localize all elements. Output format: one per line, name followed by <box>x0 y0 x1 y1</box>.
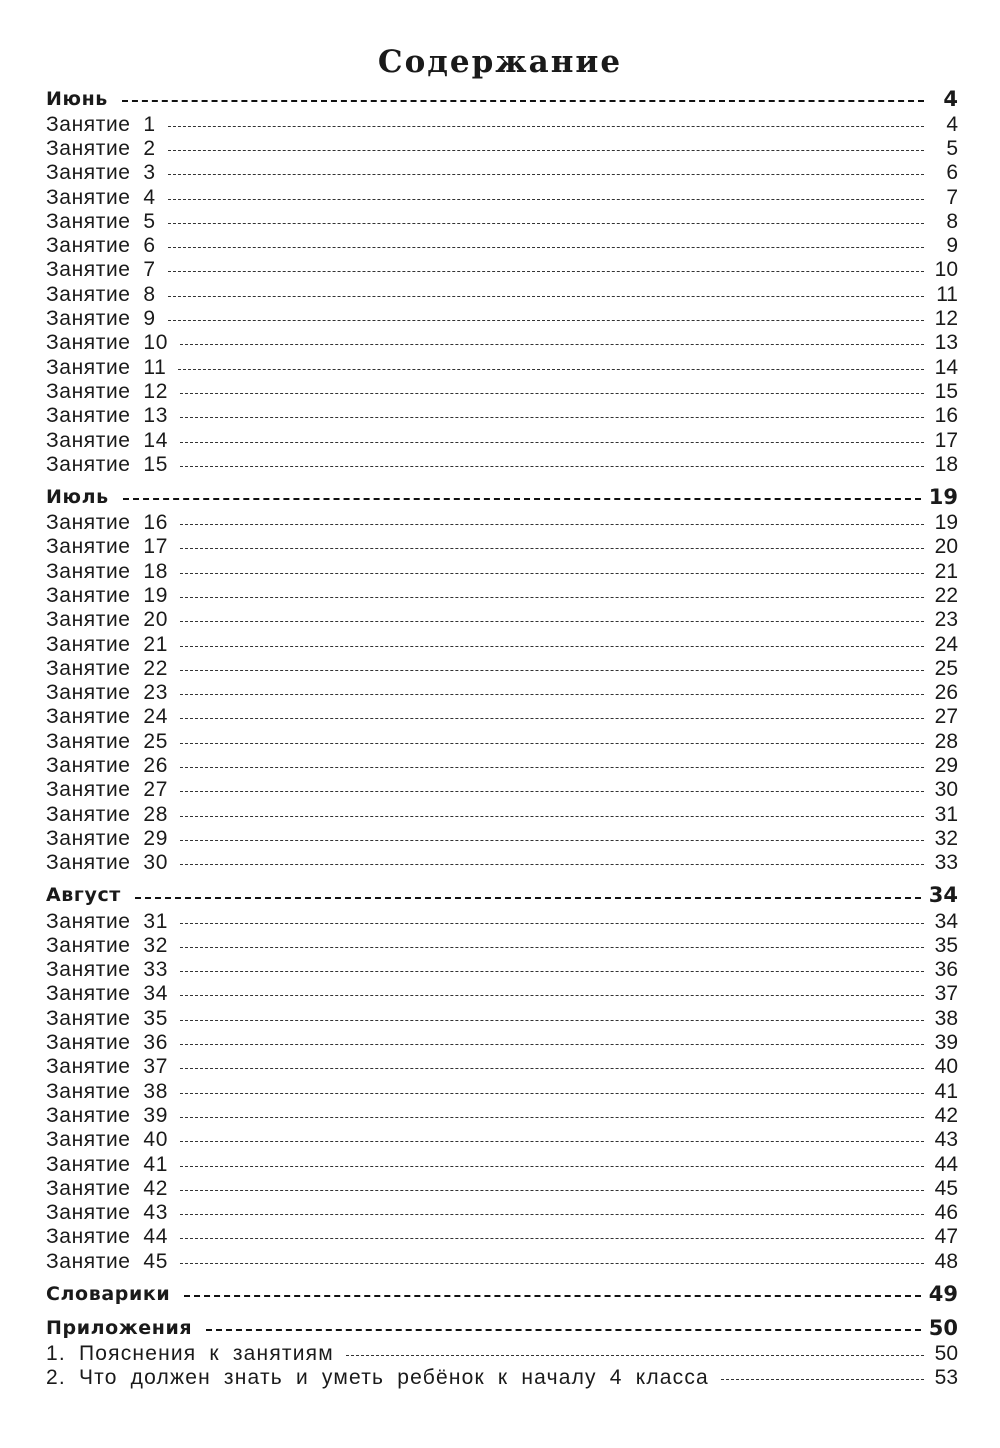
entry-title: Занятие 20 <box>46 608 168 632</box>
entry-title: Занятие 26 <box>46 754 168 778</box>
entry-title: Занятие 34 <box>46 982 168 1006</box>
toc-entry[interactable] <box>46 510 958 534</box>
toc-entry[interactable] <box>46 958 958 982</box>
toc-entry[interactable] <box>46 681 958 705</box>
dotted-leader <box>122 100 924 102</box>
entry-page-number: 20 <box>934 535 958 559</box>
dotted-leader <box>180 923 924 924</box>
dotted-leader <box>180 743 924 744</box>
dotted-leader <box>180 1020 924 1021</box>
dotted-leader <box>180 971 924 972</box>
toc-entry[interactable] <box>46 559 958 583</box>
entry-title: Занятие 12 <box>46 379 168 403</box>
entry-page-number: 34 <box>934 909 958 933</box>
entry-page-number: 44 <box>934 1152 958 1176</box>
entry-page-number: 5 <box>946 136 958 160</box>
dotted-leader <box>168 126 924 127</box>
dotted-leader <box>180 1166 924 1167</box>
toc-entry[interactable] <box>46 1200 958 1224</box>
toc-entry[interactable] <box>46 802 958 826</box>
entry-page-number: 45 <box>934 1176 958 1200</box>
section-page-number: 34 <box>928 883 958 908</box>
entry-title: Занятие 45 <box>46 1249 168 1273</box>
entry-title: Занятие 11 <box>46 355 167 379</box>
section-page-number: 19 <box>928 484 958 509</box>
entry-title: Занятие 22 <box>46 656 168 680</box>
entry-title: Занятие 41 <box>46 1152 168 1176</box>
dotted-leader <box>180 1093 924 1094</box>
dotted-leader <box>168 320 924 321</box>
entry-title: Занятие 10 <box>46 331 168 355</box>
toc-entry[interactable] <box>46 826 958 850</box>
toc-entry[interactable] <box>46 112 958 136</box>
toc-entry[interactable] <box>46 379 958 403</box>
dotted-leader <box>168 150 924 151</box>
dotted-leader <box>180 524 924 525</box>
entry-title: Занятие 32 <box>46 933 168 957</box>
dotted-leader <box>180 767 924 768</box>
entry-title: 2. Что должен знать и уметь ребёнок к началу 4 класса <box>46 1366 709 1390</box>
section-title: Приложения <box>46 1316 193 1339</box>
entry-page-number: 35 <box>934 933 958 957</box>
dotted-leader <box>346 1355 924 1356</box>
toc-entry[interactable] <box>46 1079 958 1103</box>
table-of-contents <box>46 86 958 1390</box>
dotted-leader <box>180 646 924 647</box>
entry-title: Занятие 33 <box>46 958 168 982</box>
dotted-leader <box>180 1238 924 1239</box>
toc-entry[interactable] <box>46 933 958 957</box>
toc-entry[interactable] <box>46 608 958 632</box>
entry-title: Занятие 3 <box>46 161 156 185</box>
toc-entry[interactable] <box>46 778 958 802</box>
section-page-number: 4 <box>943 86 958 111</box>
entry-page-number: 15 <box>934 379 958 403</box>
entry-page-number: 22 <box>934 583 958 607</box>
entry-page-number: 11 <box>936 282 958 306</box>
entry-page-number: 24 <box>934 632 958 656</box>
entry-page-number: 40 <box>934 1055 958 1079</box>
entry-title: Занятие 9 <box>46 307 156 331</box>
entry-title: Занятие 27 <box>46 778 168 802</box>
toc-entry[interactable] <box>46 1152 958 1176</box>
entry-title: Занятие 15 <box>46 452 168 476</box>
dotted-leader <box>123 498 921 500</box>
dotted-leader <box>206 1329 921 1331</box>
toc-entry[interactable] <box>46 306 958 330</box>
entry-page-number: 9 <box>946 234 958 258</box>
dotted-leader <box>135 897 921 899</box>
toc-entry[interactable] <box>46 656 958 680</box>
dotted-leader <box>180 573 924 574</box>
toc-entry[interactable] <box>46 209 958 233</box>
toc-entry[interactable] <box>46 428 958 452</box>
dotted-leader <box>180 442 924 443</box>
dotted-leader <box>180 1141 924 1142</box>
entry-title: Занятие 38 <box>46 1079 168 1103</box>
entry-page-number: 10 <box>934 258 958 282</box>
entry-title: Занятие 18 <box>46 559 168 583</box>
entry-title: 1. Пояснения к занятиям <box>46 1342 334 1365</box>
entry-page-number: 47 <box>934 1225 958 1249</box>
toc-entry[interactable] <box>46 1128 958 1152</box>
toc-entry[interactable] <box>46 851 958 875</box>
entry-title: Занятие 4 <box>46 185 156 209</box>
toc-entry[interactable] <box>46 161 958 185</box>
toc-entry[interactable] <box>46 535 958 559</box>
entry-title: Занятие 29 <box>46 826 168 850</box>
toc-entry[interactable] <box>46 452 958 476</box>
entry-page-number: 39 <box>934 1031 958 1055</box>
entry-title: Занятие 42 <box>46 1176 168 1200</box>
toc-section-heading[interactable] <box>46 86 958 112</box>
entry-page-number: 36 <box>934 958 958 982</box>
dotted-leader <box>184 1295 920 1297</box>
entry-page-number: 30 <box>934 778 958 802</box>
dotted-leader <box>180 816 924 817</box>
entry-title: Занятие 44 <box>46 1225 168 1249</box>
entry-page-number: 42 <box>934 1103 958 1127</box>
entry-title: Занятие 25 <box>46 729 168 753</box>
section-page-number: 49 <box>928 1281 958 1306</box>
entry-page-number: 37 <box>934 982 958 1006</box>
entry-page-number: 23 <box>934 608 958 632</box>
entry-title: Занятие 1 <box>46 112 156 136</box>
section-title: Словарики <box>46 1282 171 1305</box>
entry-page-number: 4 <box>946 112 958 136</box>
dotted-leader <box>180 1117 924 1118</box>
toc-entry[interactable] <box>46 233 958 257</box>
entry-page-number: 19 <box>934 511 958 535</box>
entry-page-number: 21 <box>934 559 958 583</box>
entry-title: Занятие 21 <box>46 632 168 656</box>
dotted-leader <box>168 247 924 248</box>
entry-title: Занятие 24 <box>46 705 168 729</box>
dotted-leader <box>180 947 924 948</box>
dotted-leader <box>168 271 924 272</box>
dotted-leader <box>721 1379 924 1380</box>
entry-title: Занятие 31 <box>46 909 168 933</box>
entry-title: Занятие 14 <box>46 428 168 452</box>
entry-page-number: 31 <box>934 802 958 826</box>
entry-page-number: 33 <box>934 851 958 875</box>
dotted-leader <box>180 344 924 345</box>
section-title: Июнь <box>46 87 108 110</box>
dotted-leader <box>180 393 924 394</box>
toc-entry[interactable] <box>46 705 958 729</box>
dotted-leader <box>168 296 924 297</box>
entry-title: Занятие 19 <box>46 583 168 607</box>
entry-page-number: 46 <box>934 1201 958 1225</box>
entry-title: Занятие 17 <box>46 535 168 559</box>
entry-page-number: 29 <box>934 754 958 778</box>
dotted-leader <box>178 369 924 370</box>
toc-entry[interactable] <box>46 909 958 933</box>
toc-entry[interactable] <box>46 1030 958 1054</box>
section-title: Август <box>46 884 121 907</box>
dotted-leader <box>180 548 924 549</box>
dotted-leader <box>180 840 924 841</box>
entry-title: Занятие 28 <box>46 802 168 826</box>
toc-entry[interactable] <box>46 136 958 160</box>
entry-title: Занятие 7 <box>46 258 156 282</box>
dotted-leader <box>180 1263 924 1264</box>
toc-entry[interactable] <box>46 355 958 379</box>
entry-title: Занятие 6 <box>46 234 156 258</box>
toc-entry[interactable] <box>46 632 958 656</box>
toc-entry[interactable] <box>46 1055 958 1079</box>
toc-entry[interactable] <box>46 404 958 428</box>
section-title: Июль <box>46 485 109 508</box>
entry-title: Занятие 39 <box>46 1103 168 1127</box>
entry-title: Занятие 30 <box>46 851 168 875</box>
toc-entry[interactable] <box>46 1341 958 1365</box>
entry-page-number: 18 <box>934 452 958 476</box>
dotted-leader <box>180 1190 924 1191</box>
dotted-leader <box>180 864 924 865</box>
toc-section-heading[interactable] <box>46 883 958 909</box>
page-title: Содержание <box>377 44 623 80</box>
entry-page-number: 17 <box>934 428 958 452</box>
dotted-leader <box>180 791 924 792</box>
entry-page-number: 38 <box>934 1006 958 1030</box>
toc-entry[interactable] <box>46 1103 958 1127</box>
toc-entry[interactable] <box>46 1176 958 1200</box>
entry-page-number: 8 <box>946 209 958 233</box>
entry-title: Занятие 40 <box>46 1128 168 1152</box>
entry-page-number: 26 <box>934 681 958 705</box>
toc-entry[interactable] <box>46 1006 958 1030</box>
entry-title: Занятие 36 <box>46 1031 168 1055</box>
entry-page-number: 6 <box>946 161 958 185</box>
toc-entry[interactable] <box>46 185 958 209</box>
dotted-leader <box>180 694 924 695</box>
entry-page-number: 16 <box>934 404 958 428</box>
entry-page-number: 25 <box>934 656 958 680</box>
entry-page-number: 41 <box>934 1079 958 1103</box>
toc-entry[interactable] <box>46 282 958 306</box>
dotted-leader <box>168 174 924 175</box>
dotted-leader <box>168 199 924 200</box>
entry-page-number: 12 <box>934 307 958 331</box>
dotted-leader <box>180 466 924 467</box>
toc-entry[interactable] <box>46 1366 958 1390</box>
toc-entry[interactable] <box>46 982 958 1006</box>
entry-title: Занятие 13 <box>46 404 168 428</box>
dotted-leader <box>180 417 924 418</box>
toc-entry[interactable] <box>46 583 958 607</box>
dotted-leader <box>168 223 924 224</box>
toc-section-heading[interactable] <box>46 1315 958 1341</box>
entry-title: Занятие 5 <box>46 209 156 233</box>
toc-entry[interactable] <box>46 1249 958 1273</box>
dotted-leader <box>180 995 924 996</box>
dotted-leader <box>180 597 924 598</box>
toc-section-heading[interactable] <box>46 484 958 510</box>
dotted-leader <box>180 1214 924 1215</box>
entry-page-number: 13 <box>934 331 958 355</box>
entry-page-number: 7 <box>946 185 958 209</box>
entry-page-number: 53 <box>934 1366 958 1390</box>
toc-section-heading[interactable] <box>46 1281 958 1307</box>
toc-entry[interactable] <box>46 258 958 282</box>
toc-entry[interactable] <box>46 753 958 777</box>
dotted-leader <box>180 670 924 671</box>
dotted-leader <box>180 718 924 719</box>
entry-title: Занятие 16 <box>46 511 168 535</box>
entry-page-number: 28 <box>934 729 958 753</box>
entry-title: Занятие 35 <box>46 1006 168 1030</box>
entry-title: Занятие 43 <box>46 1201 168 1225</box>
entry-page-number: 48 <box>934 1249 958 1273</box>
section-page-number: 50 <box>928 1315 958 1340</box>
entry-page-number: 43 <box>934 1128 958 1152</box>
dotted-leader <box>180 1068 924 1069</box>
entry-title: Занятие 23 <box>46 681 168 705</box>
entry-title: Занятие 8 <box>46 282 156 306</box>
entry-page-number: 14 <box>934 355 958 379</box>
dotted-leader <box>180 621 924 622</box>
toc-entry[interactable] <box>46 1225 958 1249</box>
toc-entry[interactable] <box>46 331 958 355</box>
entry-page-number: 50 <box>934 1342 958 1365</box>
entry-page-number: 32 <box>934 826 958 850</box>
entry-title: Занятие 37 <box>46 1055 168 1079</box>
dotted-leader <box>180 1044 924 1045</box>
toc-entry[interactable] <box>46 729 958 753</box>
entry-title: Занятие 2 <box>46 136 156 160</box>
entry-page-number: 27 <box>934 705 958 729</box>
